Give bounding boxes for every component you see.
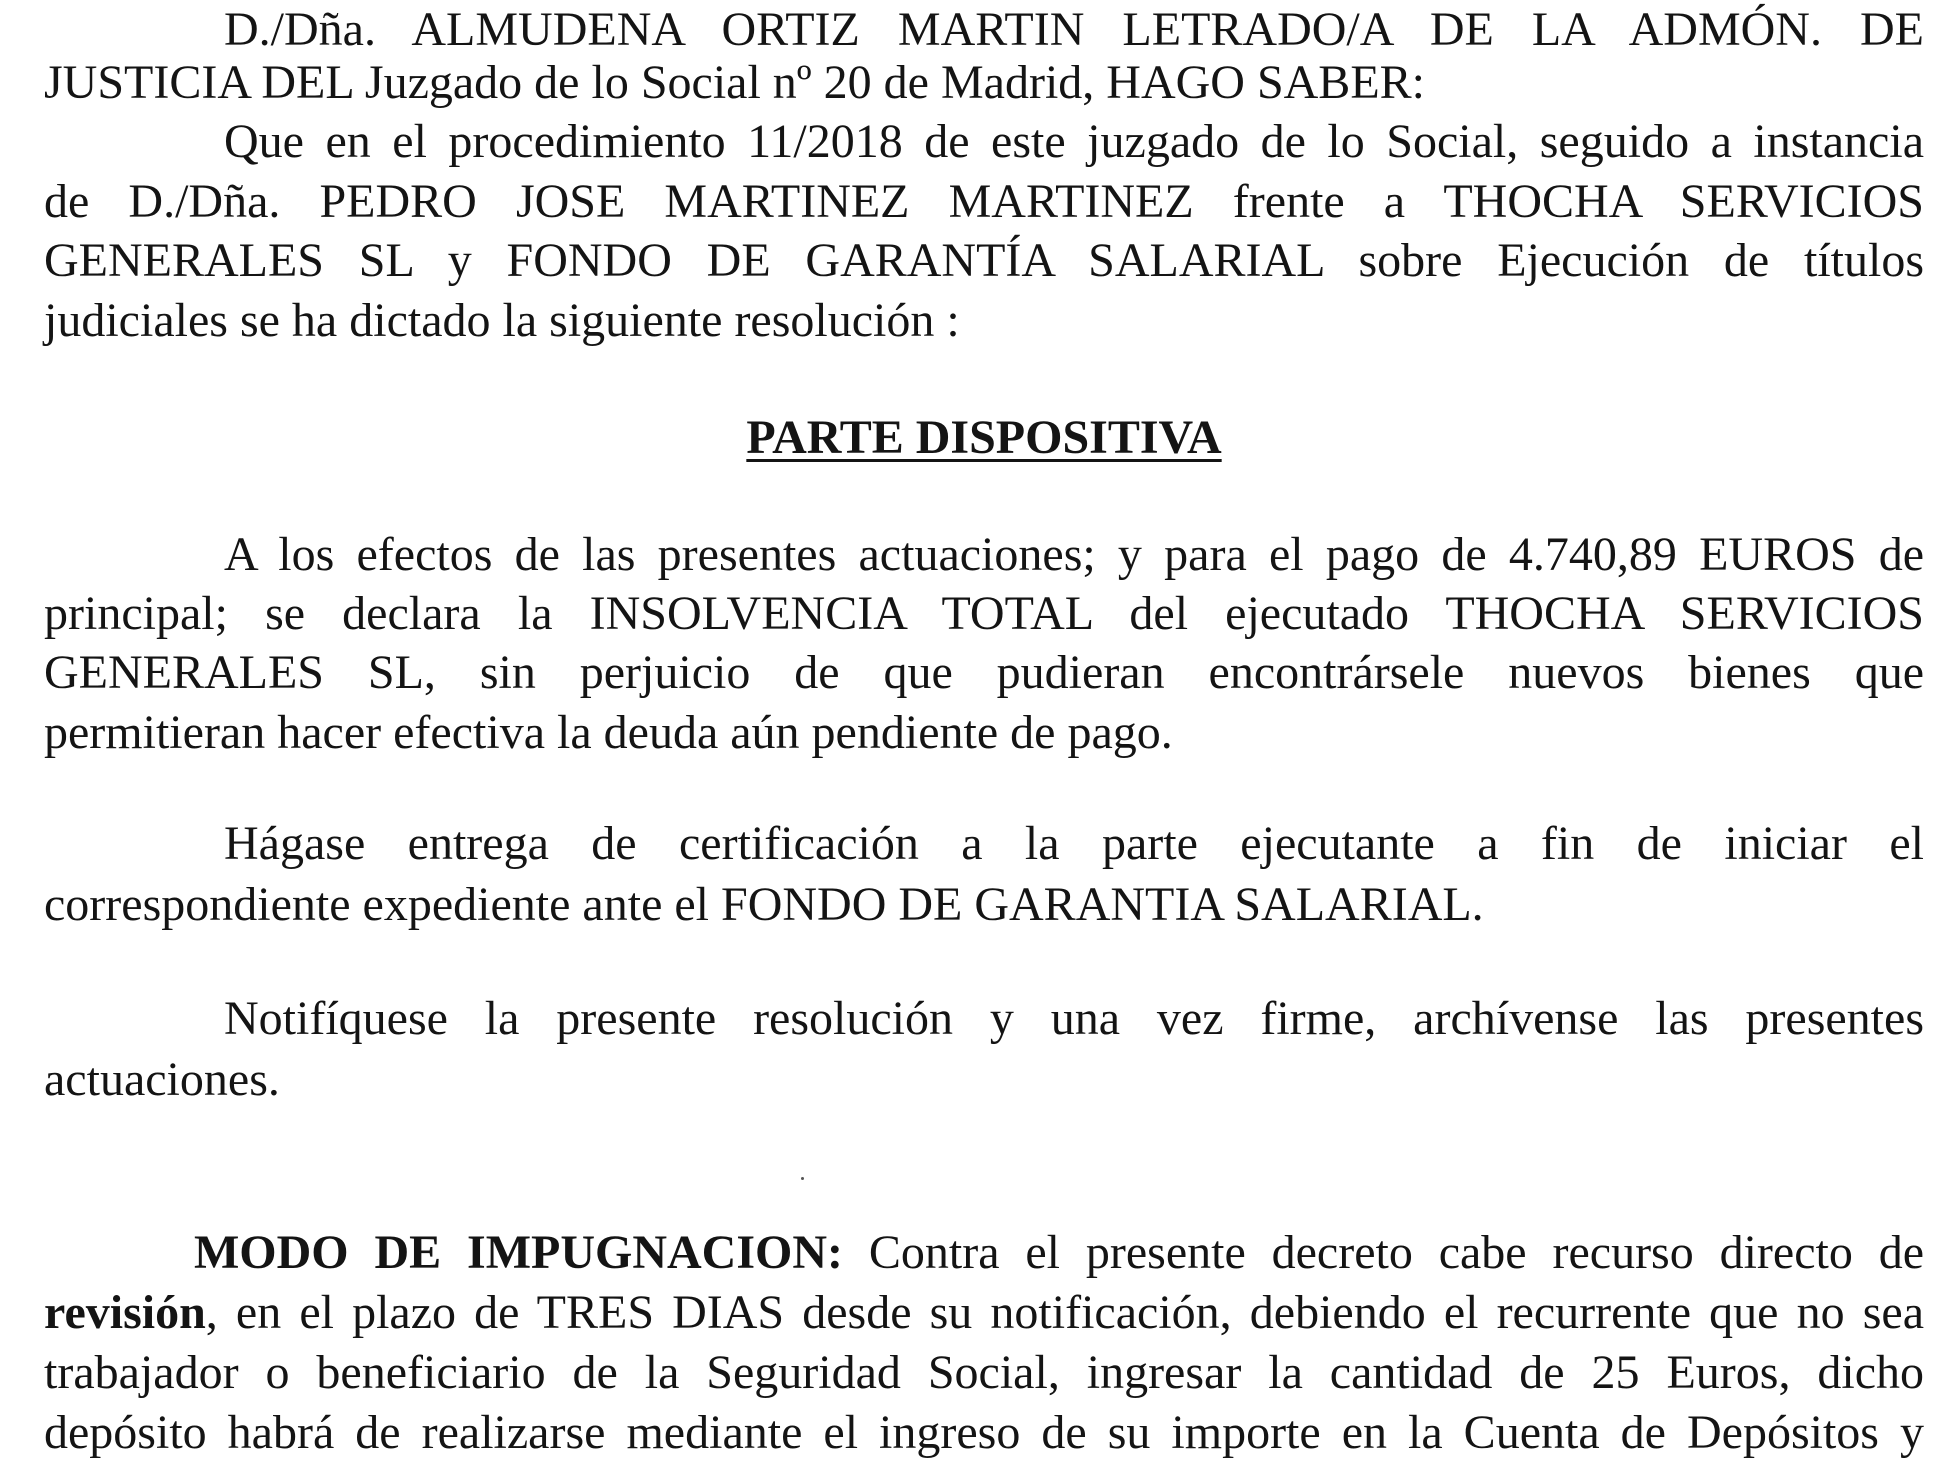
- paragraph-3-line-1: Hágase entrega de certificación a la parte ejecutante a fin de iniciar el: [224, 817, 1924, 870]
- section-heading-text: PARTE DISPOSITIVA: [746, 411, 1222, 464]
- paragraph-3-line-2: correspondiente expediente ante el FONDO DE GARANTIA SALARIAL.: [44, 878, 1484, 931]
- paragraph-4-line-1: Notifíquese la presente resolución y una vez firme, archívense las presentes: [224, 992, 1924, 1045]
- paragraph-5-line-2-text: , en el plazo de TRES DIAS desde su notificación, debiendo el recurrente que no sea: [205, 1286, 1924, 1339]
- paragraph-1-line-1: Que en el procedimiento 11/2018 de este juzgado de lo Social, seguido a instancia: [224, 115, 1924, 168]
- revision-term: revisión: [44, 1286, 206, 1339]
- impugnation-label: MODO DE IMPUGNACION:: [194, 1226, 843, 1279]
- paragraph-1-line-2: de D./Dña. PEDRO JOSE MARTINEZ MARTINEZ frente a THOCHA SERVICIOS: [44, 175, 1924, 228]
- paragraph-5-line-1: [44, 1225, 1924, 1281]
- intro-line-2: JUSTICIA DEL Juzgado de lo Social nº 20 de Madrid, HAGO SABER:: [44, 56, 1425, 109]
- stray-dot: [801, 1177, 804, 1180]
- section-heading: [44, 410, 1924, 466]
- paragraph-1-line-3: GENERALES SL y FONDO DE GARANTÍA SALARIAL sobre Ejecución de títulos: [44, 234, 1924, 287]
- document-page: [44, 0, 1924, 1464]
- paragraph-2-line-2: principal; se declara la INSOLVENCIA TOTAL del ejecutado THOCHA SERVICIOS: [44, 587, 1924, 640]
- paragraph-5-line-4: depósito habrá de realizarse mediante el ingreso de su importe en la Cuenta de Depósitos y: [44, 1406, 1924, 1459]
- paragraph-5-line-2: [44, 1285, 1924, 1341]
- intro-line-1: D./Dña. ALMUDENA ORTIZ MARTIN LETRADO/A DE LA ADMÓN. DE: [224, 3, 1924, 56]
- paragraph-5-line-3: trabajador o beneficiario de la Seguridad Social, ingresar la cantidad de 25 Euros, dicho: [44, 1346, 1924, 1399]
- paragraph-5-line-1-text: Contra el presente decreto cabe recurso directo de: [843, 1226, 1925, 1279]
- paragraph-4-line-2: actuaciones.: [44, 1053, 280, 1106]
- paragraph-2-line-1: A los efectos de las presentes actuaciones; y para el pago de 4.740,89 EUROS de: [224, 528, 1924, 581]
- paragraph-2-line-4: permitieran hacer efectiva la deuda aún pendiente de pago.: [44, 706, 1173, 759]
- paragraph-1-line-4: judiciales se ha dictado la siguiente resolución :: [44, 294, 960, 347]
- paragraph-2-line-3: GENERALES SL, sin perjuicio de que pudieran encontrársele nuevos bienes que: [44, 646, 1924, 699]
